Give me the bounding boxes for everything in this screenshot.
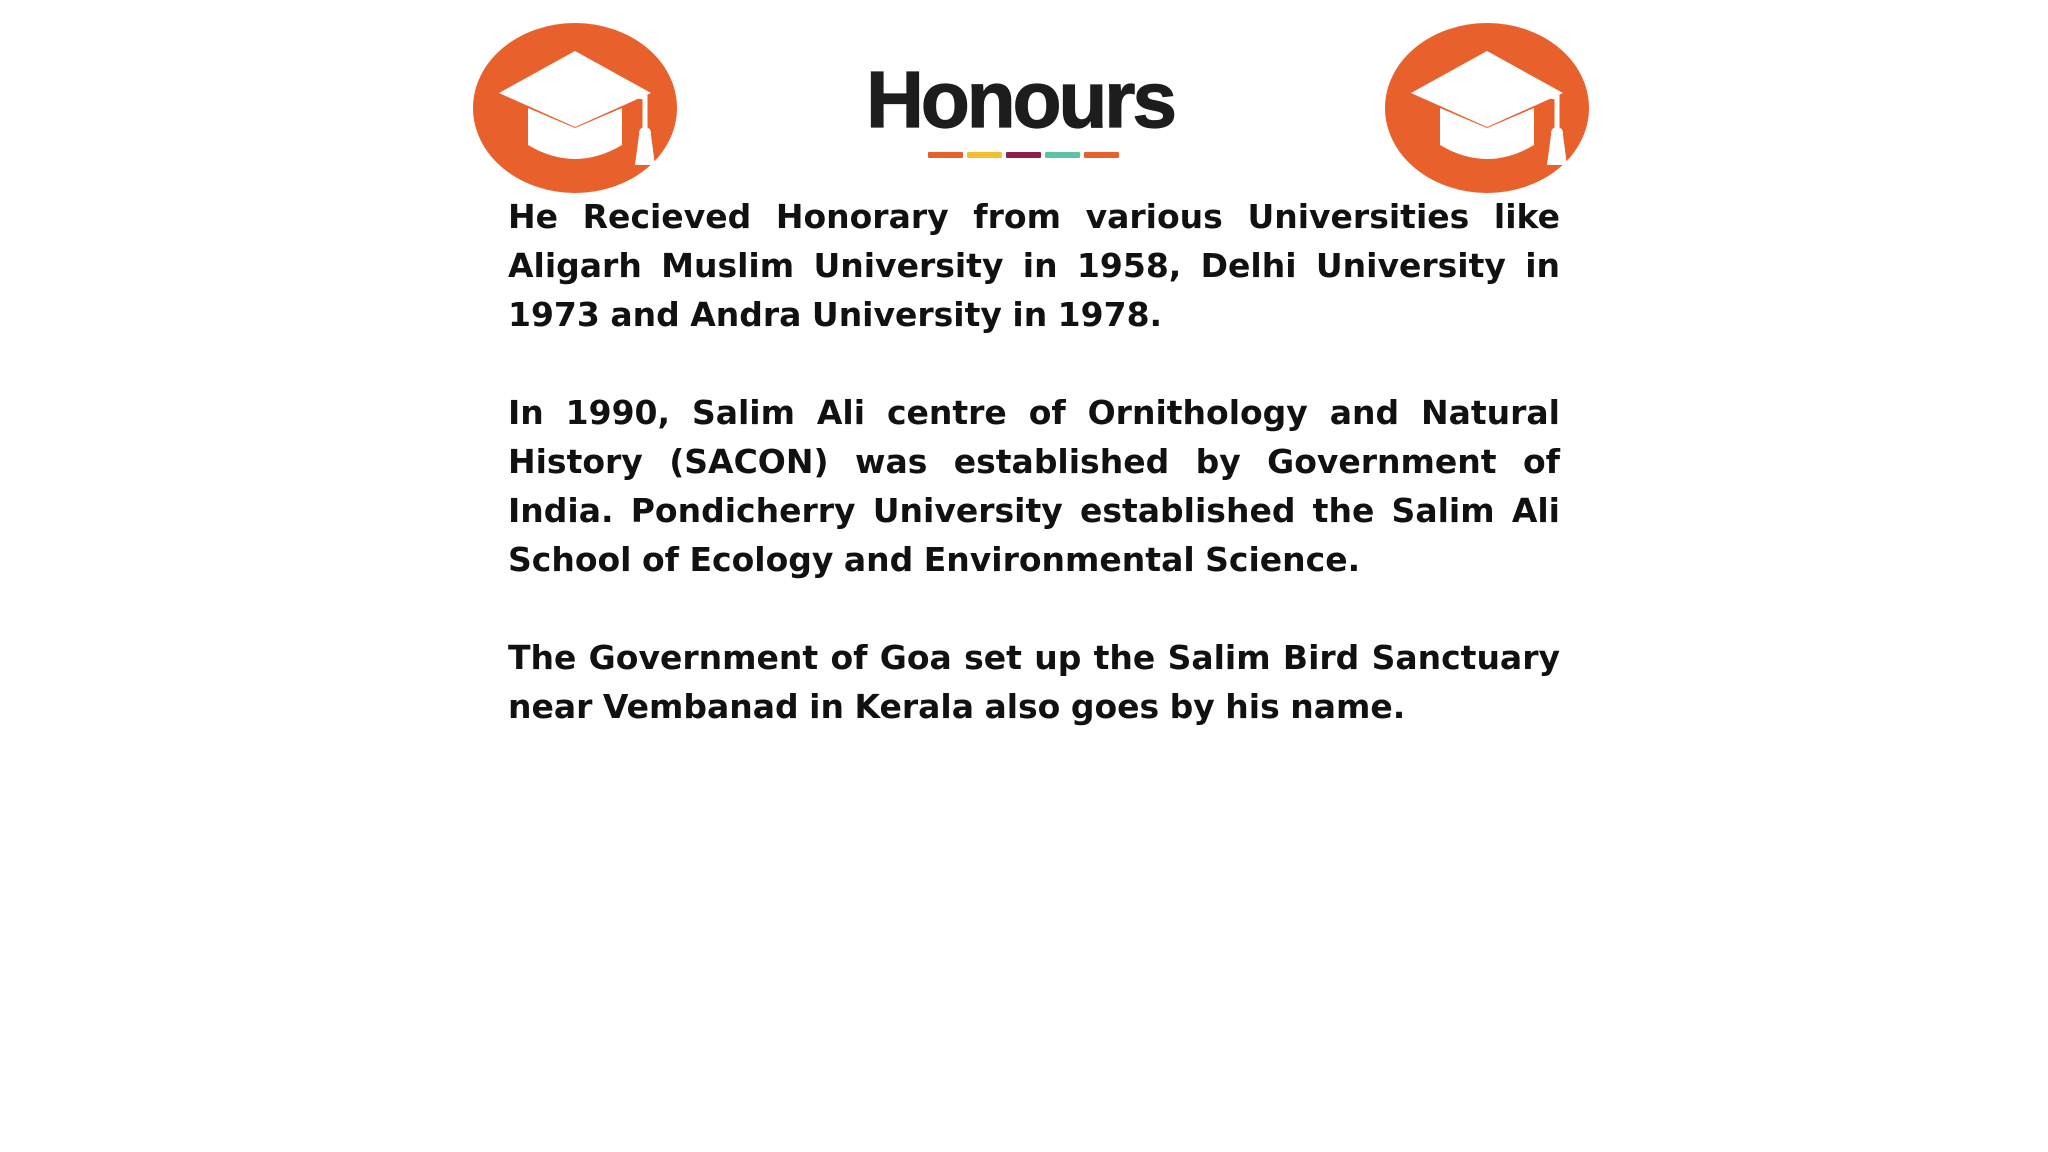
paragraph-honorary-degrees: He Recieved Honorary from various Universities like Aligarh Muslim University in 1958, Delhi University in 1973 and Andra University in 1978. — [508, 197, 1560, 334]
paragraph-sacon: In 1990, Salim Ali centre of Ornithology and Natural History (SACON) was established by Government of India. Pondicherry University established the Salim Ali School of Ecology and Environmental Science. — [508, 393, 1560, 579]
accent-segment — [928, 152, 963, 158]
accent-segment — [1045, 152, 1080, 158]
slide-title: Honours — [866, 55, 1174, 144]
accent-segment — [1006, 152, 1041, 158]
title-accent-bar — [928, 152, 1119, 158]
paragraph-bird-sanctuary: The Government of Goa set up the Salim Bird Sanctuary near Vembanad in Kerala also goes by his name. — [508, 638, 1560, 726]
slide-body — [508, 192, 1560, 780]
accent-segment — [967, 152, 1002, 158]
graduation-cap-icon — [1385, 23, 1589, 193]
graduation-cap-icon — [473, 23, 677, 193]
accent-segment — [1084, 152, 1119, 158]
